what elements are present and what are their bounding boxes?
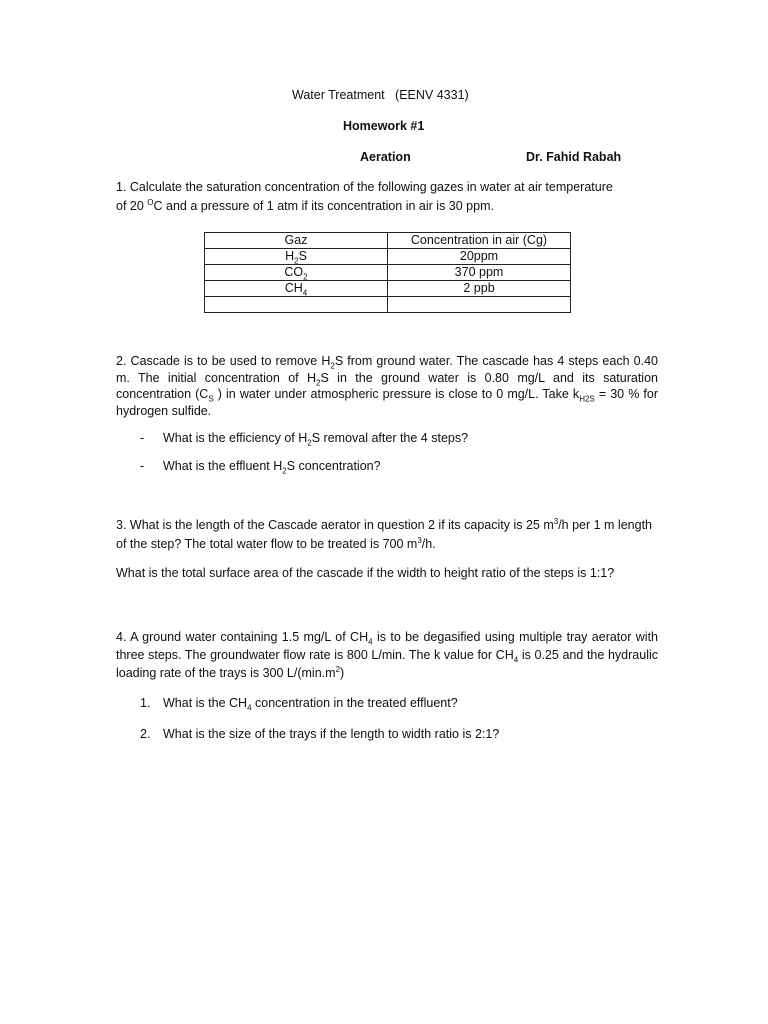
q3-paragraph: 3. What is the length of the Cascade aerator in question 2 if its capacity is 25 $m^3/h$ per 1 m length of the step? The total water flow to be treated is 700 $m^3/h$. bbox=[116, 516, 652, 551]
q2-bullet-dash-1: - bbox=[140, 431, 145, 445]
q4-item-2: What is the size of the trays if the length to width ratio is 2:1? bbox=[163, 727, 500, 741]
header-concentration: Concentration in air (Cg) bbox=[388, 233, 571, 249]
table-row bbox=[205, 297, 571, 313]
gas-table bbox=[204, 232, 571, 313]
conc-cell: 20ppm bbox=[388, 249, 571, 265]
q4-item-1: What is the $CH_4$ concentration in the treated effluent? bbox=[163, 696, 458, 713]
q1-line2-post: C and a pressure of 1 atm if its concentration in air is 30 ppm. bbox=[153, 199, 494, 213]
q1-line2-pre: of 20 bbox=[116, 199, 148, 213]
conc-cell: 370 ppm bbox=[388, 265, 571, 281]
conc-cell: 2 ppb bbox=[388, 281, 571, 297]
q1-line1: 1. Calculate the saturation concentration of the following gazes in water at air temperature bbox=[116, 180, 613, 194]
conc-cell bbox=[388, 297, 571, 313]
table-row bbox=[205, 281, 571, 297]
q2-paragraph: 2. Cascade is to be used to remove $H_2S$ from ground water. The cascade has 4 steps each 0.40 m. The initial concentration of $H_2S$ in the ground water is 0.80 mg/L and its saturation concentration ($C_S$ ) in water under atmospheric pressure is close to 0 mg/L. Take $k_{H2S} = 30$ % for hydrogen sulfide. bbox=[116, 354, 658, 418]
q2-bullet-1: What is the efficiency of $H_2S$ removal after the 4 steps? bbox=[163, 431, 469, 448]
gas-cell: $H_2S$ bbox=[205, 249, 388, 265]
q2-bullet-dash-2: - bbox=[140, 459, 145, 473]
table-row bbox=[205, 249, 571, 265]
gas-cell: $CO_2$ bbox=[205, 265, 388, 281]
gas-cell bbox=[205, 297, 388, 313]
homework-title: Homework #1 bbox=[343, 119, 425, 133]
course-title: Water Treatment (EENV 4331) bbox=[292, 88, 469, 102]
gas-cell: $CH_4$ bbox=[205, 281, 388, 297]
q2-bullet-2: What is the effluent $H_2S$ concentration? bbox=[163, 459, 381, 476]
q1-line2 bbox=[116, 199, 494, 213]
q3-followup: What is the total surface area of the cascade if the width to height ratio of the steps is 1:1? bbox=[116, 566, 615, 580]
q4-item-number-2: 2. bbox=[140, 727, 151, 741]
degree-symbol: O bbox=[147, 197, 154, 207]
topic-title: Aeration bbox=[360, 150, 411, 164]
table-row bbox=[205, 265, 571, 281]
header-gaz: Gaz bbox=[205, 233, 388, 249]
instructor-name: Dr. Fahid Rabah bbox=[526, 150, 622, 164]
table-header-row bbox=[205, 233, 571, 249]
q4-item-number-1: 1. bbox=[140, 696, 151, 710]
q4-paragraph: 4. A ground water containing 1.5 mg/L of $CH_4$ is to be degasified using multiple tray aerator with three steps. The groundwater flow rate is 800 L/min. The k value for $CH_4$ is 0.25 and the hydraulic loading rate of the trays is 300 $L/(\min.m^2)$ bbox=[116, 630, 659, 680]
